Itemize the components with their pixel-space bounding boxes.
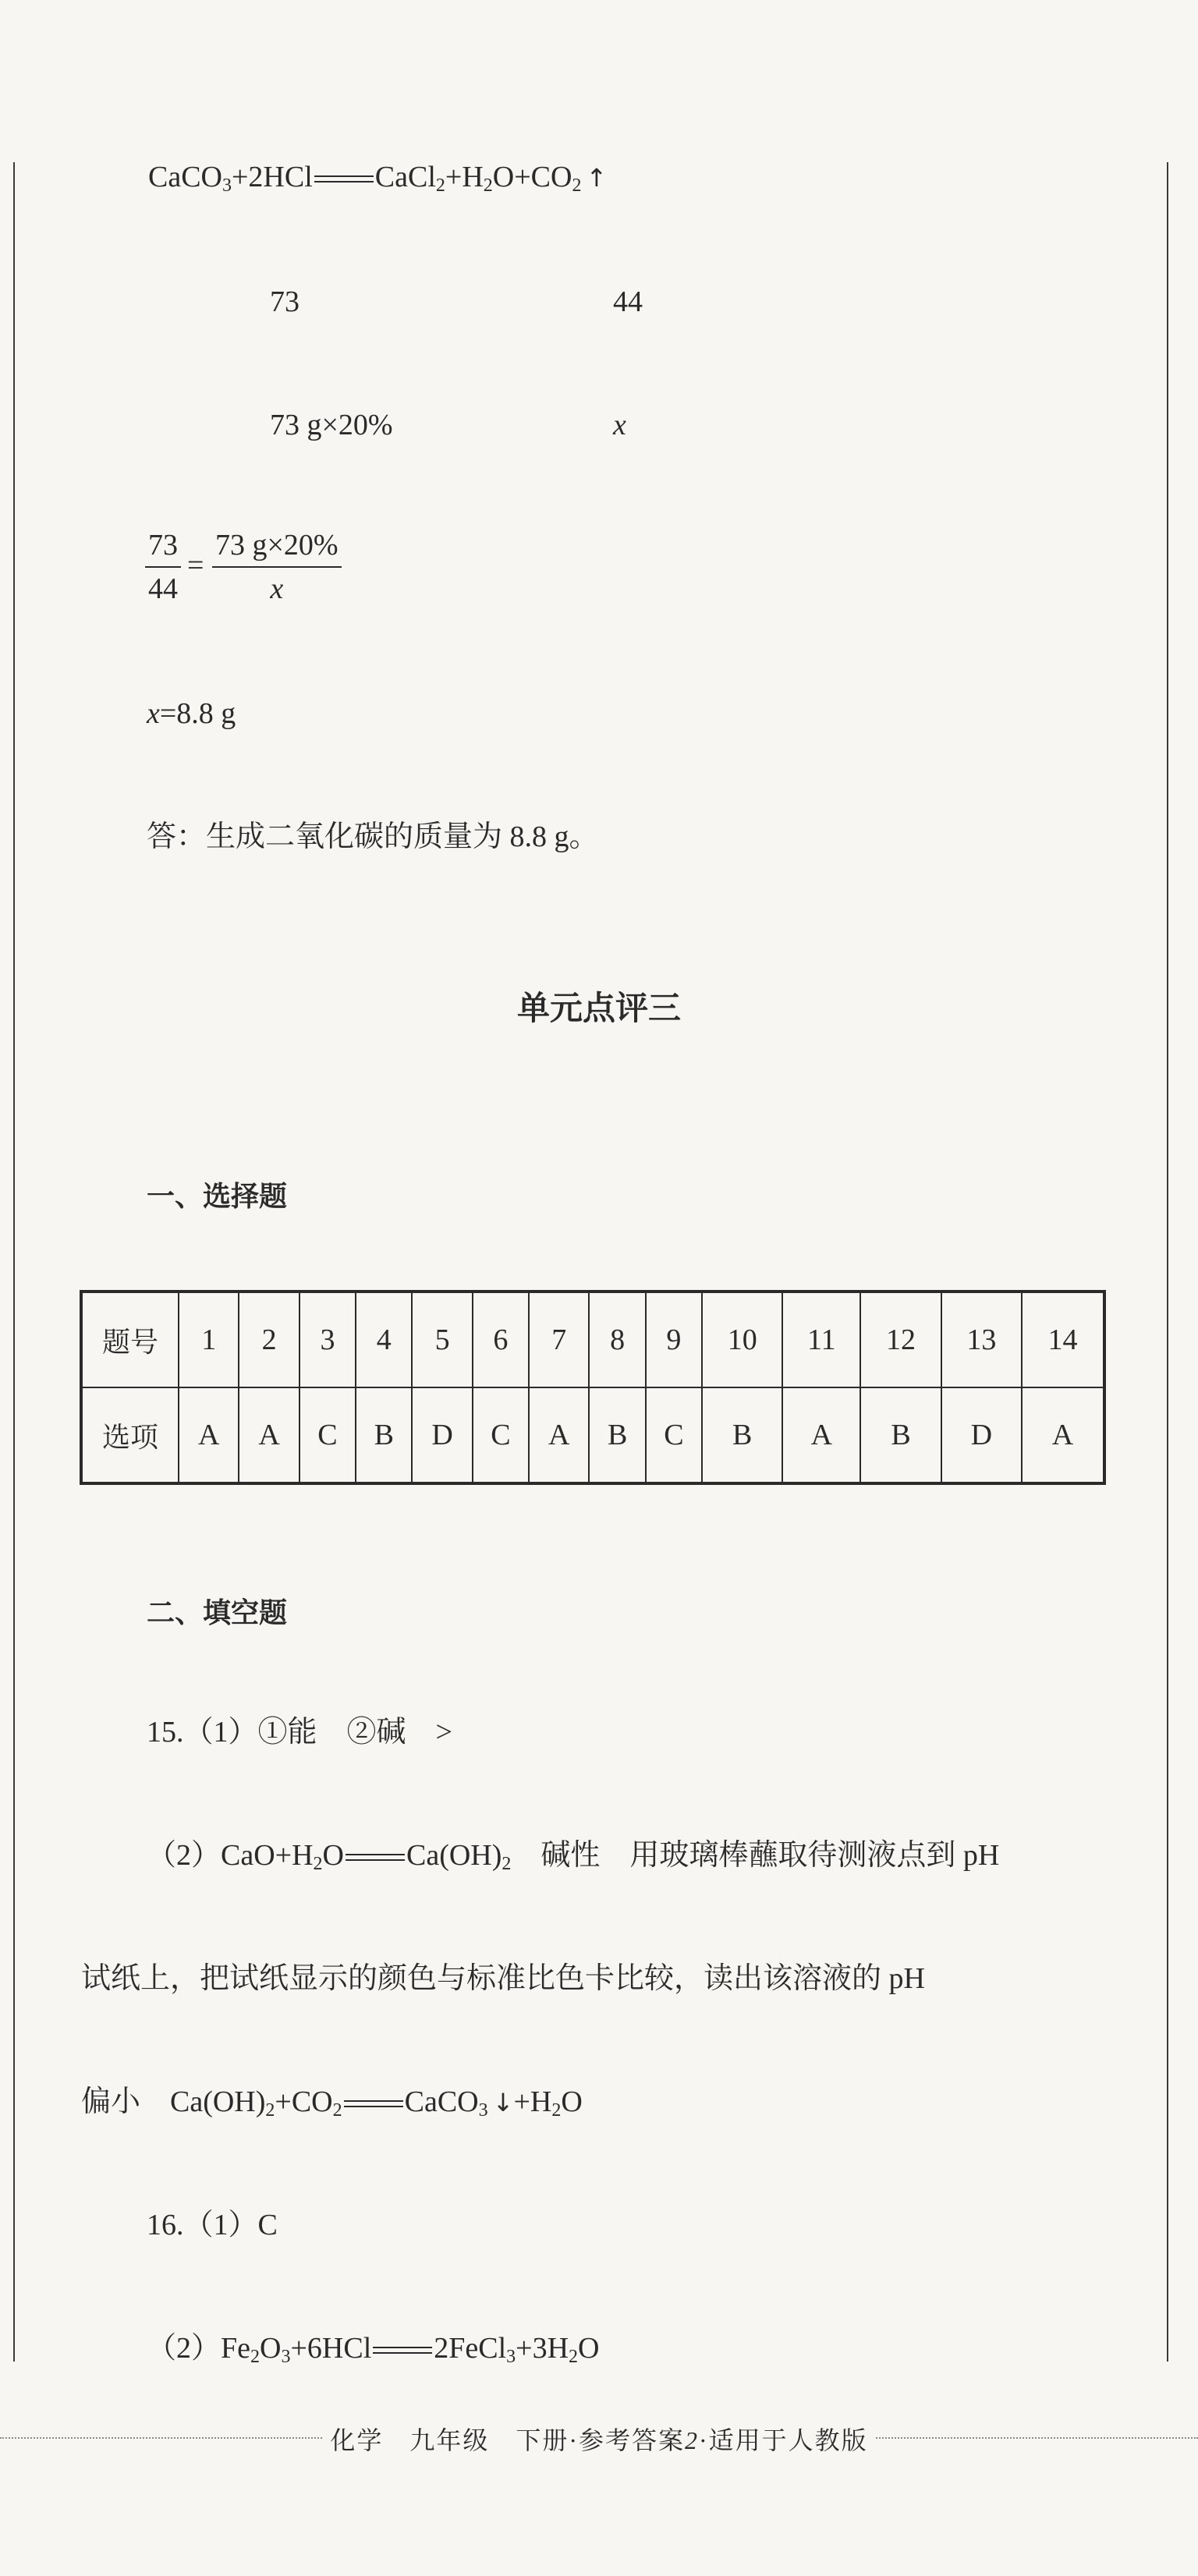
- table-row-numbers: [81, 1292, 1104, 1387]
- subscript: 2: [332, 2100, 342, 2121]
- table-header-option: 选项: [81, 1387, 179, 1483]
- proportion-equals: =: [187, 549, 204, 582]
- gas-up-arrow-icon: ↑: [586, 163, 608, 193]
- table-cell: 6: [473, 1292, 529, 1387]
- molar-mass-co2: 44: [613, 285, 643, 318]
- q15-part2-text: 碱性 用玻璃棒蘸取待测液点到 pH: [511, 1839, 1000, 1872]
- q15-part3: [81, 2085, 583, 2121]
- table-cell: 12: [860, 1292, 941, 1387]
- answer-table: [80, 1290, 1106, 1485]
- q16-water-o: O: [578, 2332, 600, 2365]
- fraction-right-denominator: x: [212, 566, 342, 604]
- subscript: 2: [435, 175, 445, 196]
- q16-water: +3H: [516, 2332, 569, 2365]
- page-footer: [0, 2421, 1198, 2457]
- table-cell: 8: [589, 1292, 645, 1387]
- table-cell: B: [702, 1387, 782, 1483]
- q15-reactants-o: O: [322, 1839, 344, 1872]
- table-row-answers: [81, 1387, 1104, 1483]
- table-cell: D: [941, 1387, 1022, 1483]
- precipitate-down-arrow-icon: ↓: [492, 2088, 514, 2117]
- subscript: 2: [551, 2100, 562, 2121]
- table-cell: C: [646, 1387, 702, 1483]
- subscript: 3: [478, 2100, 488, 2121]
- table-cell: A: [239, 1387, 299, 1483]
- fraction-left-numerator: 73: [148, 529, 178, 562]
- table-cell: 4: [356, 1292, 412, 1387]
- reaction-equation: [148, 161, 608, 196]
- subscript: 2: [569, 2347, 579, 2367]
- q15-p4-water-o: O: [561, 2085, 583, 2118]
- table-cell: 3: [300, 1292, 356, 1387]
- table-cell: A: [529, 1387, 589, 1483]
- q15-p4-water: +H: [513, 2085, 552, 2118]
- table-cell: B: [860, 1387, 941, 1483]
- product-water: +H: [445, 161, 484, 193]
- table-cell: 11: [782, 1292, 860, 1387]
- q15-part2-continued: 试纸上，把试纸显示的颜色与标准比色卡比较，读出该溶液的 pH: [81, 1962, 925, 1995]
- footer-text: 化学 九年级 下册·参考答案: [330, 2426, 685, 2454]
- q16-fe: （2）Fe: [147, 2332, 251, 2365]
- unknown-x: x: [613, 409, 626, 441]
- table-cell: A: [782, 1387, 860, 1483]
- q15-product: Ca(OH): [406, 1839, 502, 1872]
- table-cell: B: [356, 1387, 412, 1483]
- subscript: 3: [506, 2347, 516, 2367]
- table-cell: 2: [239, 1292, 299, 1387]
- reactant-hcl: +2HCl: [232, 161, 313, 193]
- result-variable: x: [147, 697, 160, 730]
- equals-double-line: [314, 175, 374, 184]
- product-co2: O+CO: [492, 161, 572, 193]
- table-cell: C: [300, 1387, 356, 1483]
- table-cell: A: [179, 1387, 239, 1483]
- table-cell: A: [1022, 1387, 1104, 1483]
- table-cell: 9: [646, 1292, 702, 1387]
- table-cell: B: [589, 1387, 645, 1483]
- q15-reactants: （2）CaO+H: [147, 1839, 314, 1872]
- table-header-number: 题号: [81, 1292, 179, 1387]
- subscript: 2: [502, 1854, 512, 1874]
- unit-title: 单元点评三: [516, 989, 681, 1027]
- page-number: 2: [685, 2426, 699, 2454]
- subscript: 2: [265, 2100, 275, 2121]
- table-cell: 1: [179, 1292, 239, 1387]
- product-cacl2: CaCl: [374, 161, 436, 193]
- answer-sentence: 答：生成二氧化碳的质量为 8.8 g。: [147, 820, 599, 853]
- q16-o: O: [260, 2332, 282, 2365]
- q16-part2: [147, 2332, 600, 2367]
- result-value: =8.8 g: [159, 697, 236, 730]
- result-line: [147, 699, 236, 728]
- left-margin-rule: [13, 162, 15, 2362]
- table-cell: 10: [702, 1292, 782, 1387]
- right-margin-rule: [1167, 162, 1168, 2362]
- q16-fecl3: 2FeCl: [434, 2332, 507, 2365]
- fraction-left-denominator: 44: [145, 566, 181, 604]
- molar-mass-hcl: 73: [270, 285, 300, 318]
- table-cell: C: [473, 1387, 529, 1483]
- section-heading-fill: 二、填空题: [147, 1597, 288, 1629]
- subscript: 2: [572, 175, 582, 196]
- reactant-caco3: CaCO: [148, 161, 222, 193]
- subscript: 2: [313, 1854, 323, 1874]
- subscript: 3: [281, 2347, 291, 2367]
- q15-p4-pre: 偏小 Ca(OH): [81, 2085, 266, 2118]
- fraction-left: [145, 530, 181, 604]
- fraction-right: [212, 530, 342, 604]
- subscript: 2: [250, 2347, 261, 2367]
- section-heading-choice: 一、选择题: [147, 1181, 288, 1213]
- q15-p4-caco3: CaCO: [404, 2085, 479, 2118]
- subscript: 3: [222, 175, 232, 196]
- table-cell: 13: [941, 1292, 1022, 1387]
- q16-hcl: +6HCl: [290, 2332, 372, 2365]
- given-mass-hcl: 73 g×20%: [270, 409, 393, 441]
- q16-part1: 16.（1）C: [147, 2209, 278, 2241]
- equals-double-line: [346, 1853, 405, 1862]
- q15-part2: [147, 1839, 1000, 1874]
- table-cell: 14: [1022, 1292, 1104, 1387]
- footer-edition: ·适用于人教版: [699, 2426, 868, 2454]
- equals-double-line: [344, 2099, 403, 2109]
- table-cell: 5: [412, 1292, 472, 1387]
- table-cell: D: [412, 1387, 472, 1483]
- table-cell: 7: [529, 1292, 589, 1387]
- q15-part1: 15.（1）①能 ②碱 >: [147, 1716, 452, 1749]
- q15-p4-co2: +CO: [275, 2085, 333, 2118]
- equals-double-line: [373, 2346, 432, 2355]
- fraction-right-numerator: 73 g×20%: [215, 529, 338, 562]
- subscript: 2: [483, 175, 493, 196]
